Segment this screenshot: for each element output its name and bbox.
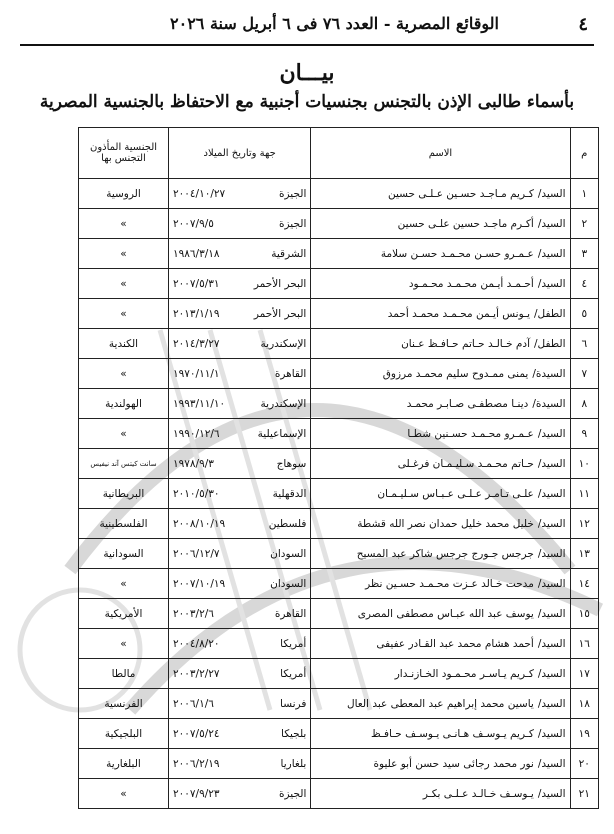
- nationality: »: [79, 269, 169, 299]
- row-number: ٩: [570, 419, 598, 449]
- honorific: السيد/: [537, 607, 566, 620]
- applicant-name: آدم خـالـد حـاتم حـافـظ عـنان: [401, 337, 530, 350]
- applicant-name-cell: [311, 269, 570, 299]
- honorific: السيد/: [537, 547, 566, 560]
- honorific: السيد/: [537, 247, 566, 260]
- birth-place: بلغاريا: [280, 757, 307, 770]
- birth-date: ١٩٩٣/١١/١٠: [173, 397, 226, 410]
- applicant-name: ياسين محمد إبراهيم عبد المعطى عبد العال: [346, 697, 534, 710]
- applicant-name: دينـا مصطفـى صـابـر محمـد: [406, 397, 529, 410]
- applicant-name: خليل محمد خليل حمدان نصر الله قشطة: [357, 517, 534, 530]
- header-birth: جهة وتاريخ الميلاد: [169, 128, 311, 179]
- birth-date: ٢٠٠٧/٥/٢٤: [173, 727, 220, 740]
- applicant-name: علـى تـامـر عـلـى عـبـاس سـليـمـان: [377, 487, 534, 500]
- applicant-name-cell: [311, 659, 570, 689]
- honorific: السيد/: [537, 217, 566, 230]
- honorific: السيد/: [537, 187, 566, 200]
- applicant-name: أحمد هشام محمد عبد القـادر عفيفى: [376, 637, 534, 650]
- table-row: [79, 449, 599, 479]
- birth-date: ١٩٧٠/١١/١: [173, 367, 220, 380]
- applicant-name-cell: [311, 179, 570, 209]
- nationality: »: [79, 209, 169, 239]
- row-number: ١: [570, 179, 598, 209]
- birth-date: ٢٠٠٦/٢/١٩: [173, 757, 220, 770]
- table-row: [79, 389, 599, 419]
- birth-place: السودان: [270, 547, 307, 560]
- honorific: السيد/: [537, 787, 566, 800]
- applicant-name-cell: [311, 599, 570, 629]
- row-number: ٤: [570, 269, 598, 299]
- applicant-name: كـريم مـاجـد حسـين عـلـى حسين: [387, 187, 534, 200]
- birth-place: بلجيكا: [281, 727, 307, 740]
- nationality: »: [79, 239, 169, 269]
- table-header-row: [79, 128, 599, 179]
- applicant-name-cell: [311, 449, 570, 479]
- birth-cell: [169, 479, 311, 509]
- applicant-name: كـريم يـاسـر محـمـود الخـازنـدار: [394, 667, 534, 680]
- table-row: [79, 749, 599, 779]
- applicant-name-cell: [311, 719, 570, 749]
- applicant-name-cell: [311, 689, 570, 719]
- table-row: [79, 329, 599, 359]
- table-row: [79, 479, 599, 509]
- honorific: السيد/: [537, 637, 566, 650]
- birth-cell: [169, 299, 311, 329]
- applicant-name: أكـرم ماجـد حسين علـى حسين: [397, 217, 534, 230]
- birth-cell: [169, 239, 311, 269]
- nationality: »: [79, 569, 169, 599]
- birth-place: الجيزة: [279, 217, 307, 230]
- birth-place: سوهاج: [276, 457, 307, 470]
- birth-place: الإسكندرية: [260, 337, 307, 350]
- nationality: »: [79, 299, 169, 329]
- birth-date: ٢٠٠٧/١٠/١٩: [173, 577, 226, 590]
- applicant-name-cell: [311, 479, 570, 509]
- row-number: ١٠: [570, 449, 598, 479]
- honorific: السيدة/: [532, 397, 566, 410]
- row-number: ١٢: [570, 509, 598, 539]
- table-row: [79, 509, 599, 539]
- honorific: الطفل/: [534, 307, 566, 320]
- birth-cell: [169, 449, 311, 479]
- applicant-name: يوسف عبد الله عبـاس مصطفى المصرى: [357, 607, 534, 620]
- birth-cell: [169, 269, 311, 299]
- nationality: »: [79, 629, 169, 659]
- birth-date: ١٩٩٠/١٢/٦: [173, 427, 220, 440]
- honorific: السيد/: [537, 487, 566, 500]
- table-row: [79, 359, 599, 389]
- birth-cell: [169, 179, 311, 209]
- birth-date: ١٩٧٨/٩/٣: [173, 457, 214, 470]
- row-number: ٥: [570, 299, 598, 329]
- birth-place: السودان: [270, 577, 307, 590]
- applicant-name-cell: [311, 539, 570, 569]
- row-number: ٨: [570, 389, 598, 419]
- birth-cell: [169, 659, 311, 689]
- row-number: ٢١: [570, 779, 598, 809]
- birth-date: ٢٠١٣/١/١٩: [173, 307, 220, 320]
- table-row: [79, 779, 599, 809]
- applicant-name: عـمـرو محـمـد حسـنين شطـا: [407, 427, 534, 440]
- birth-cell: [169, 509, 311, 539]
- applicant-name: مدحت خـالد عـزت محـمـد حسـين نظر: [365, 577, 534, 590]
- applicant-name-cell: [311, 569, 570, 599]
- birth-place: الشرقية: [271, 247, 307, 260]
- nationality: البريطانية: [79, 479, 169, 509]
- birth-place: أمريكا: [280, 667, 307, 680]
- birth-date: ٢٠٠٣/٢/٦: [173, 607, 214, 620]
- header-nationality-line1: الجنسية المأذون: [89, 142, 158, 153]
- applicant-name-cell: [311, 509, 570, 539]
- applicant-name-cell: [311, 779, 570, 809]
- nationality: »: [79, 359, 169, 389]
- table-row: [79, 599, 599, 629]
- birth-date: ٢٠٠٦/١٢/٧: [173, 547, 220, 560]
- nationality: الأمريكية: [79, 599, 169, 629]
- row-number: ١١: [570, 479, 598, 509]
- birth-date: ٢٠٠٤/١٠/٢٧: [173, 187, 226, 200]
- birth-cell: [169, 779, 311, 809]
- honorific: السيد/: [537, 457, 566, 470]
- nationality: مالطا: [79, 659, 169, 689]
- birth-cell: [169, 389, 311, 419]
- honorific: السيد/: [537, 277, 566, 290]
- applicant-name-cell: [311, 419, 570, 449]
- table-row: [79, 299, 599, 329]
- birth-cell: [169, 629, 311, 659]
- nationality: سانت كيتس آند نيفيس: [79, 449, 169, 479]
- row-number: ٧: [570, 359, 598, 389]
- birth-cell: [169, 539, 311, 569]
- birth-cell: [169, 419, 311, 449]
- honorific: السيد/: [537, 727, 566, 740]
- row-number: ١٩: [570, 719, 598, 749]
- birth-cell: [169, 569, 311, 599]
- row-number: ٦: [570, 329, 598, 359]
- applicant-name-cell: [311, 209, 570, 239]
- table-row: [79, 659, 599, 689]
- nationality: الكندية: [79, 329, 169, 359]
- honorific: السيد/: [537, 427, 566, 440]
- nationality: البلجيكية: [79, 719, 169, 749]
- applicant-name-cell: [311, 329, 570, 359]
- table-row: [79, 569, 599, 599]
- applicant-name: يـونس أيـمن محـمـد محمـد أحمد: [387, 307, 530, 320]
- birth-place: فلسطين: [268, 517, 307, 530]
- page-header: [20, 0, 594, 46]
- row-number: ١٦: [570, 629, 598, 659]
- birth-cell: [169, 599, 311, 629]
- applicant-name: كـريم يـوسـف هـانـى يـوسـف حـافـظ: [370, 727, 534, 740]
- birth-cell: [169, 749, 311, 779]
- birth-place: البحر الأحمر: [253, 307, 307, 320]
- honorific: السيد/: [537, 697, 566, 710]
- document-subtitle: بأسماء طالبى الإذن بالتجنس بجنسيات أجنبية مع الاحتفاظ بالجنسية المصرية: [39, 92, 575, 112]
- birth-place: فرنسا: [280, 697, 307, 710]
- applicant-name-cell: [311, 239, 570, 269]
- birth-date: ٢٠٠٧/٥/٣١: [173, 277, 220, 290]
- running-title: الوقائع المصرية - العدد ٧٦ فى ٦ أبريل سنة ٢٠٢٦: [170, 14, 499, 33]
- honorific: السيد/: [537, 517, 566, 530]
- birth-place: الإسماعيلية: [257, 427, 307, 440]
- birth-date: ٢٠١٠/٥/٣٠: [173, 487, 220, 500]
- table-row: [79, 269, 599, 299]
- table-row: [79, 689, 599, 719]
- applicant-name: عـمـرو حسـن محـمـد حسـن سلامة: [380, 247, 534, 260]
- nationality: الهولندية: [79, 389, 169, 419]
- birth-place: القاهرة: [274, 607, 307, 620]
- applicant-name-cell: [311, 359, 570, 389]
- table-row: [79, 239, 599, 269]
- birth-date: ٢٠٠٧/٩/٢٣: [173, 787, 220, 800]
- row-number: ١٤: [570, 569, 598, 599]
- header-nationality-line2: التجنس بها: [101, 153, 146, 164]
- table-row: [79, 419, 599, 449]
- birth-place: الجيزة: [279, 787, 307, 800]
- row-number: ١٥: [570, 599, 598, 629]
- birth-place: الدقهلية: [272, 487, 307, 500]
- birth-cell: [169, 719, 311, 749]
- birth-place: البحر الأحمر: [253, 277, 307, 290]
- honorific: السيد/: [537, 667, 566, 680]
- honorific: السيدة/: [532, 367, 566, 380]
- nationality: الفلسطينية: [79, 509, 169, 539]
- applicant-name-cell: [311, 389, 570, 419]
- row-number: ١٨: [570, 689, 598, 719]
- header-nationality: [79, 128, 169, 179]
- applicant-name: يمنى ممـدوح سليم محمـد مرزوق: [382, 367, 529, 380]
- applicant-name: حـاتم محـمـد سـليـمـان فرغـلى: [397, 457, 534, 470]
- applicants-table: [78, 127, 599, 809]
- applicant-name-cell: [311, 299, 570, 329]
- table-row: [79, 209, 599, 239]
- birth-cell: [169, 329, 311, 359]
- nationality: الفرنسية: [79, 689, 169, 719]
- page-number: ٤: [578, 14, 588, 35]
- birth-cell: [169, 209, 311, 239]
- birth-date: ٢٠٠٨/١٠/١٩: [173, 517, 226, 530]
- header-num: م: [570, 128, 598, 179]
- nationality: »: [79, 779, 169, 809]
- nationality: السودانية: [79, 539, 169, 569]
- row-number: ٢: [570, 209, 598, 239]
- nationality: »: [79, 419, 169, 449]
- table-row: [79, 629, 599, 659]
- table-row: [79, 179, 599, 209]
- document-title: بيـــان: [279, 60, 335, 86]
- applicant-name: نور محمد رجائى سيد حسن أبو عليوة: [373, 757, 534, 770]
- birth-date: ٢٠٠٣/٢/٢٧: [173, 667, 220, 680]
- applicant-name: أحـمـد أيـمن محـمـد محـمـود: [408, 277, 534, 290]
- honorific: السيد/: [537, 577, 566, 590]
- birth-place: أمريكا: [280, 637, 307, 650]
- honorific: السيد/: [537, 757, 566, 770]
- nationality: الروسية: [79, 179, 169, 209]
- birth-date: ١٩٨٦/٣/١٨: [173, 247, 220, 260]
- row-number: ١٧: [570, 659, 598, 689]
- birth-date: ٢٠٠٦/١/٦: [173, 697, 214, 710]
- birth-cell: [169, 359, 311, 389]
- honorific: الطفل/: [534, 337, 566, 350]
- header-name: الاسم: [311, 128, 570, 179]
- row-number: ٣: [570, 239, 598, 269]
- table-row: [79, 719, 599, 749]
- row-number: ١٣: [570, 539, 598, 569]
- table-row: [79, 539, 599, 569]
- nationality: البلغارية: [79, 749, 169, 779]
- birth-cell: [169, 689, 311, 719]
- applicant-name-cell: [311, 629, 570, 659]
- birth-date: ٢٠١٤/٣/٢٧: [173, 337, 220, 350]
- applicant-name-cell: [311, 749, 570, 779]
- birth-place: الجيزة: [279, 187, 307, 200]
- row-number: ٢٠: [570, 749, 598, 779]
- birth-date: ٢٠٠٧/٩/٥: [173, 217, 214, 230]
- birth-place: الإسكندرية: [260, 397, 307, 410]
- applicant-name: جرجس جـورج جرجس شاكر عبد المسيح: [356, 547, 534, 560]
- applicant-name: يـوسـف خـالـد عـلـى بكـر: [422, 787, 534, 800]
- birth-date: ٢٠٠٤/٨/٢٠: [173, 637, 220, 650]
- birth-place: القاهرة: [274, 367, 307, 380]
